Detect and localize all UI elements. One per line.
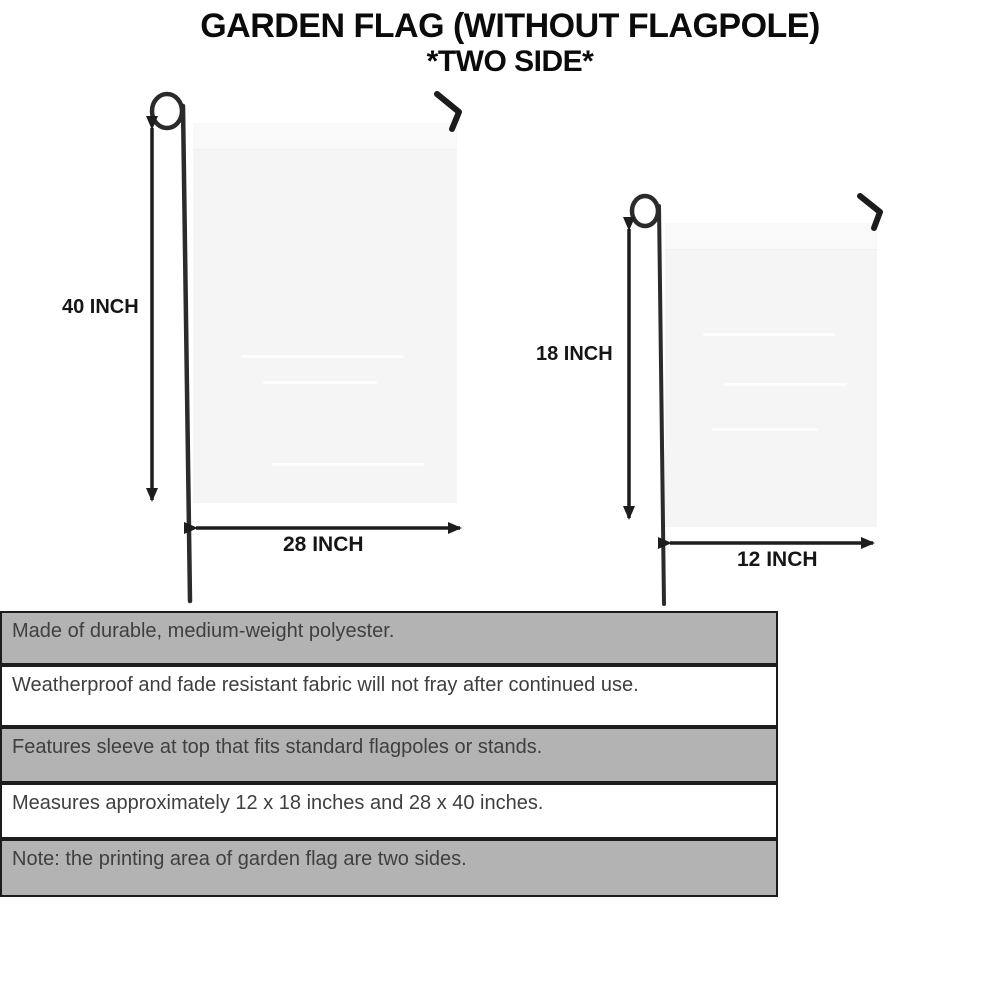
small-flagpole [659, 206, 664, 604]
flag-crease [262, 381, 378, 384]
small-flag-width-label: 12 INCH [737, 548, 818, 571]
feature-row [0, 727, 778, 783]
feature-text: Features sleeve at top that fits standard flagpoles or stands. [12, 736, 543, 758]
flag-crease [241, 355, 405, 358]
feature-row [0, 611, 778, 665]
flag-crease [703, 333, 834, 336]
feature-row [0, 839, 778, 897]
small-flagpole-loop-icon [632, 196, 658, 226]
feature-text: Weatherproof and fade resistant fabric will not fray after continued use. [12, 674, 639, 696]
feature-text: Note: the printing area of garden flag are two sides. [12, 848, 467, 870]
feature-row [0, 783, 778, 839]
page-title-line2: *TWO SIDE* [426, 45, 594, 79]
large-flagpole [183, 106, 190, 601]
feature-text: Measures approximately 12 x 18 inches and 28 x 40 inches. [12, 792, 544, 814]
large-flagpole-loop-icon [152, 94, 182, 128]
large-flag-sleeve [193, 123, 457, 150]
flag-crease [712, 428, 818, 431]
page-title [0, 8, 1000, 80]
flag-crease [724, 383, 847, 386]
large-flag-height-label: 40 INCH [62, 296, 139, 318]
large-flag-width-label: 28 INCH [283, 533, 364, 556]
small-flag-sleeve [665, 223, 877, 250]
feature-text: Made of durable, medium-weight polyester. [12, 620, 395, 642]
page-title-line1: GARDEN FLAG (WITHOUT FLAGPOLE) [200, 7, 820, 45]
small-flag-height-label: 18 INCH [536, 343, 613, 365]
small-flag [665, 223, 877, 527]
feature-list [0, 611, 778, 897]
large-flag [193, 123, 457, 503]
feature-row [0, 665, 778, 727]
flag-crease [272, 463, 425, 466]
